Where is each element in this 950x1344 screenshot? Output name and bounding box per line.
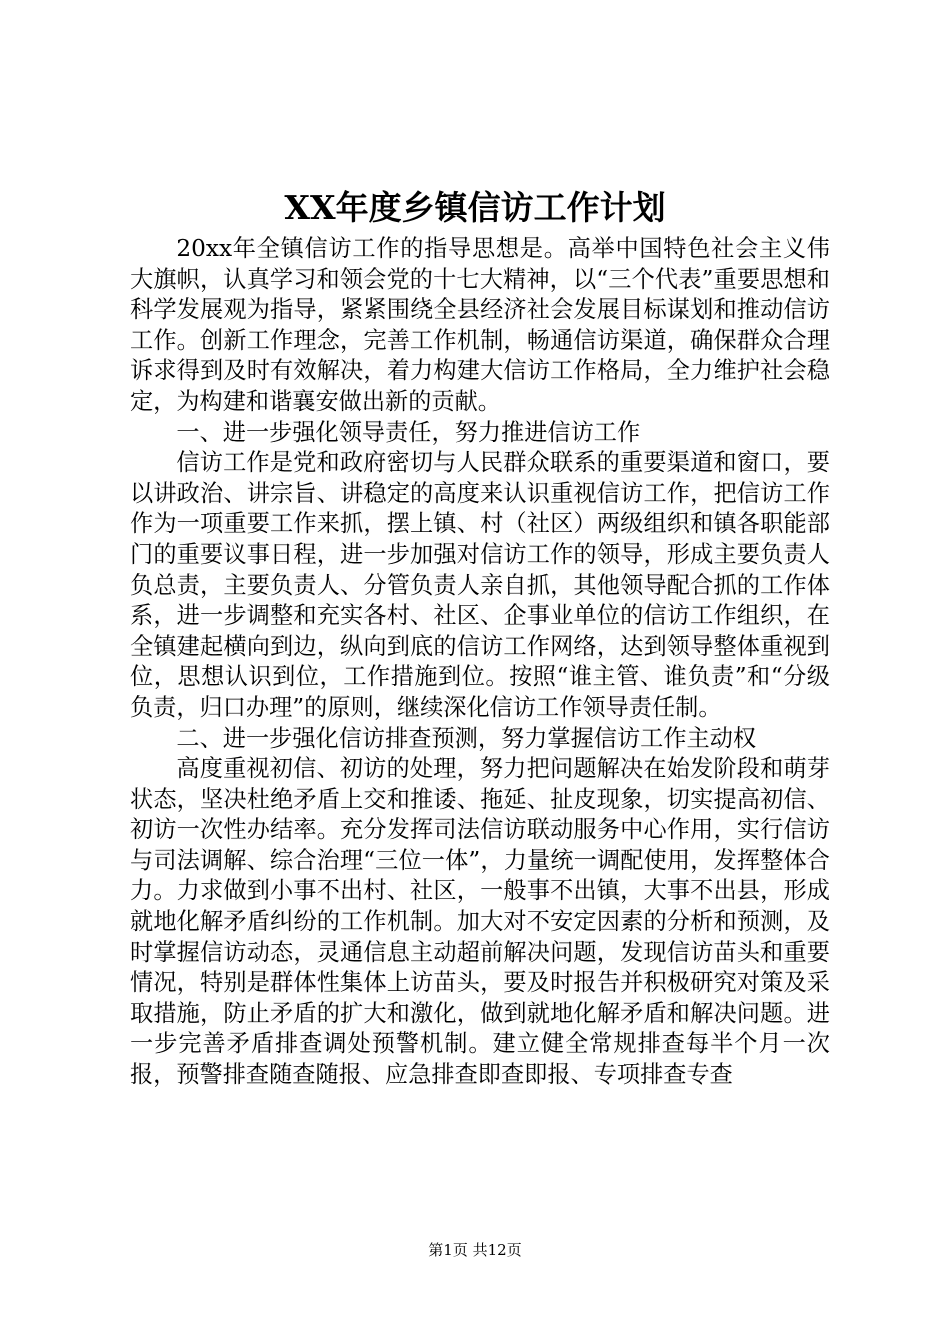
section-heading-2: 二、进一步强化信访排查预测，努力掌握信访工作主动权: [176, 724, 757, 752]
paragraph-leadership-responsibility: 信访工作是党和政府密切与人民群众联系的重要渠道和窗口，要以讲政治、讲宗旨、讲稳定的高度来认识重视信访工作，把信访工作作为一项重要工作来抓，摆上镇、村（社区）两级组织和镇各职能部门的重要议事日程，进一步加强对信访工作的领导，形成主要负责人负总责，主要负责人、分管负责人亲自抓，其他领导配合抓的工作体系，进一步调整和充实各村、社区、企事业单位的信访工作组织，在全镇建起横向到边，纵向到底的信访工作网络，达到领导整体重视到位，思想认识到位，工作措施到位。按照“谁主管、谁负责”和“分级负责，归口办理”的原则，继续深化信访工作领导责任制。: [130, 449, 830, 721]
page-footer: 第1页 共12页: [428, 1241, 522, 1259]
paragraph-investigation-forecast: 高度重视初信、初访的处理，努力把问题解决在始发阶段和萌芽状态，坚决杜绝矛盾上交和推诿、拖延、扯皮现象，切实提高初信、初访一次性办结率。充分发挥司法信访联动服务中心作用，实行信访与司法调解、综合治理“三位一体”，力量统一调配使用，发挥整体合力。力求做到小事不出村、社区，一般事不出镇，大事不出县，形成就地化解矛盾纠纷的工作机制。加大对不安定因素的分析和预测，及时掌握信访动态，灵通信息主动超前解决问题，发现信访苗头和重要情况，特别是群体性集体上访苗头，要及时报告并积极研究对策及采取措施，防止矛盾的扩大和激化，做到就地化解矛盾和解决问题。进一步完善矛盾排查调处预警机制。建立健全常规排查每半个月一次报，预警排查随查随报、应急排查即查即报、专项排查专查: [130, 755, 830, 1089]
section-heading-1: 一、进一步强化领导责任，努力推进信访工作: [176, 418, 641, 446]
document-body: [130, 234, 830, 1091]
document-title: XX年度乡镇信访工作计划: [284, 188, 666, 227]
paragraph-guiding-ideology: 20xx年全镇信访工作的指导思想是。高举中国特色社会主义伟大旗帜，认真学习和领会党的十七大精神，以“三个代表”重要思想和科学发展观为指导，紧紧围绕全县经济社会发展目标谋划和推动信访工作。创新工作理念，完善工作机制，畅通信访渠道，确保群众合理诉求得到及时有效解决，着力构建大信访工作格局，全力维护社会稳定，为构建和谐襄安做出新的贡献。: [130, 235, 830, 415]
